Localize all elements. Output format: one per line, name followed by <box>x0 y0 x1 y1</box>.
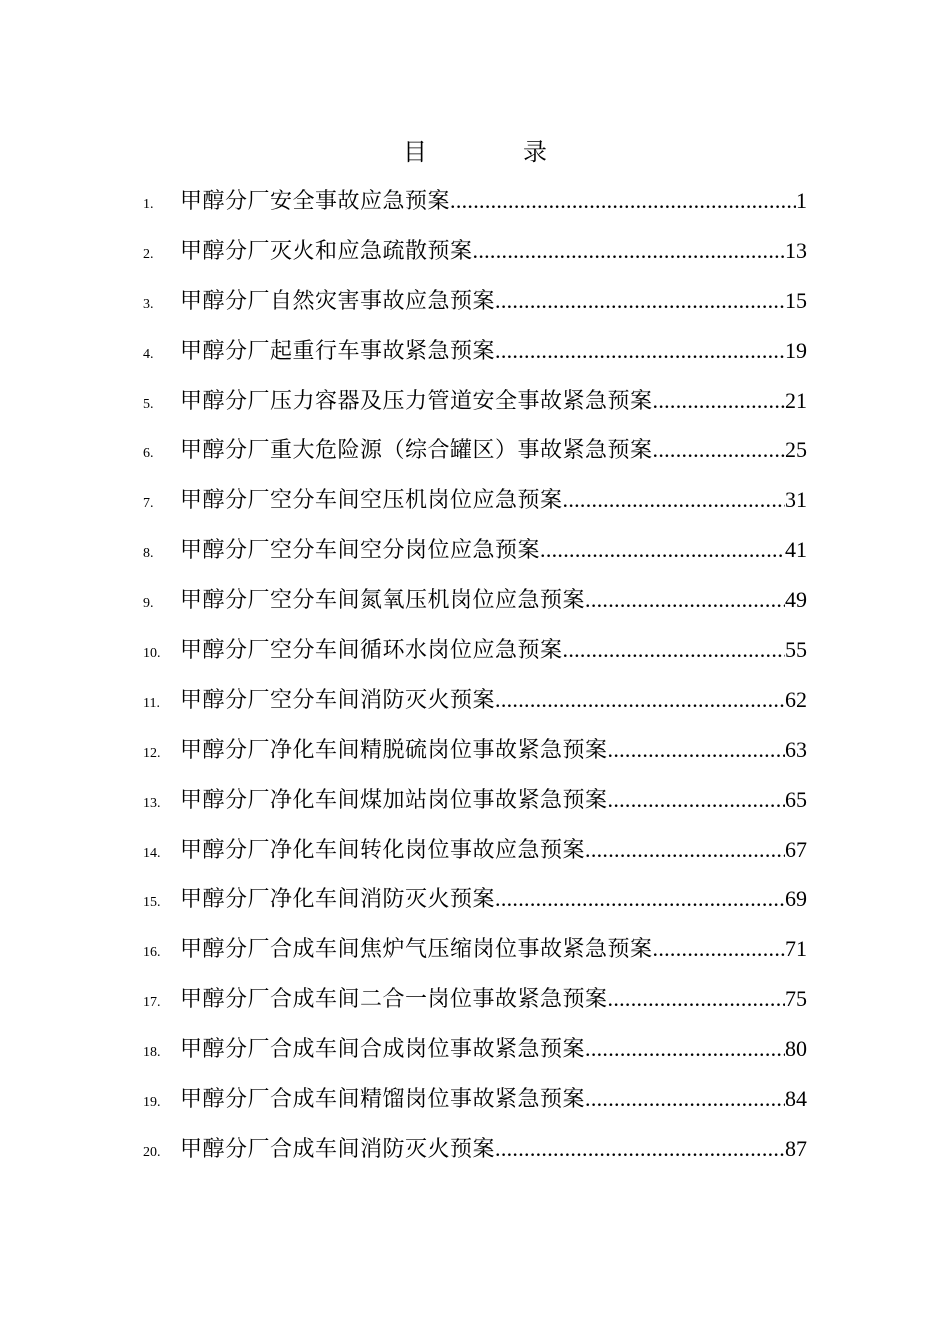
toc-entry[interactable] <box>143 326 807 376</box>
toc-dot-leader <box>540 525 785 575</box>
toc-entry-label: 甲醇分厂空分车间空压机岗位应急预案 <box>180 488 563 514</box>
toc-entry-label: 甲醇分厂净化车间消防灭火预案 <box>180 887 496 913</box>
toc-entry-number: 12. <box>143 745 161 761</box>
toc-dot-leader <box>585 825 785 875</box>
toc-dot-leader <box>653 376 785 426</box>
toc-entry[interactable] <box>143 226 807 276</box>
toc-entry-number: 2. <box>143 246 154 262</box>
toc-entry-page-number: 75 <box>785 986 807 1012</box>
toc-entry[interactable] <box>143 525 807 575</box>
toc-entry-page-number: 62 <box>785 686 807 712</box>
toc-dot-leader <box>495 276 785 326</box>
toc-dot-leader <box>473 226 785 276</box>
toc-entry-number: 14. <box>143 845 161 861</box>
toc-entry-label: 甲醇分厂合成车间合成岗位事故紧急预案 <box>180 1037 586 1063</box>
toc-entry[interactable] <box>143 176 807 226</box>
toc-entry[interactable] <box>143 1074 807 1124</box>
toc-dot-leader <box>608 775 785 825</box>
toc-entry-label: 甲醇分厂净化车间煤加站岗位事故紧急预案 <box>180 787 608 813</box>
toc-entry[interactable] <box>143 1024 807 1074</box>
toc-dot-leader <box>608 725 785 775</box>
toc-entry-page-number: 25 <box>785 437 807 463</box>
toc-dot-leader <box>585 575 785 625</box>
toc-entry-page-number: 21 <box>785 387 807 413</box>
toc-entry-number: 16. <box>143 945 161 961</box>
toc-entry-number: 7. <box>143 496 154 512</box>
toc-entry[interactable] <box>143 825 807 875</box>
toc-entry-label: 甲醇分厂空分车间空分岗位应急预案 <box>180 538 541 564</box>
toc-entry-number: 4. <box>143 346 154 362</box>
toc-entry[interactable] <box>143 475 807 525</box>
toc-entry-page-number: 65 <box>785 786 807 812</box>
toc-entry-page-number: 80 <box>785 1036 807 1062</box>
toc-entry-page-number: 1 <box>796 188 807 213</box>
toc-list <box>143 176 807 1174</box>
toc-entry[interactable] <box>143 625 807 675</box>
toc-entry[interactable] <box>143 425 807 475</box>
toc-entry[interactable] <box>143 376 807 426</box>
toc-entry-page-number: 13 <box>785 237 807 263</box>
toc-dot-leader <box>495 874 785 924</box>
toc-dot-leader <box>608 974 785 1024</box>
toc-dot-leader <box>495 326 785 376</box>
toc-entry-page-number: 15 <box>785 287 807 313</box>
toc-entry-label: 甲醇分厂重大危险源（综合罐区）事故紧急预案 <box>180 438 653 464</box>
toc-dot-leader <box>450 176 796 226</box>
toc-entry-number: 19. <box>143 1095 161 1111</box>
toc-entry-label: 甲醇分厂灭火和应急疏散预案 <box>180 238 473 264</box>
toc-entry[interactable] <box>143 924 807 974</box>
toc-dot-leader <box>653 924 785 974</box>
toc-entry[interactable] <box>143 725 807 775</box>
toc-entry-label: 甲醇分厂合成车间焦炉气压缩岗位事故紧急预案 <box>180 937 653 963</box>
toc-entry-number: 11. <box>143 695 160 711</box>
toc-entry-page-number: 55 <box>785 637 807 663</box>
toc-dot-leader <box>585 1074 785 1124</box>
toc-entry-page-number: 71 <box>785 936 807 962</box>
toc-entry-label: 甲醇分厂空分车间氮氧压机岗位应急预案 <box>180 588 586 614</box>
toc-entry-label: 甲醇分厂安全事故应急预案 <box>180 189 451 214</box>
toc-title: 目 录 <box>403 138 583 166</box>
toc-dot-leader <box>495 1124 785 1174</box>
toc-entry-label: 甲醇分厂自然灾害事故应急预案 <box>180 288 496 314</box>
toc-entry-number: 17. <box>143 995 161 1011</box>
toc-entry-page-number: 84 <box>785 1086 807 1112</box>
toc-entry-number: 1. <box>143 197 154 212</box>
toc-entry-label: 甲醇分厂合成车间二合一岗位事故紧急预案 <box>180 987 608 1013</box>
toc-entry-label: 甲醇分厂空分车间循环水岗位应急预案 <box>180 638 563 664</box>
toc-dot-leader <box>585 1024 785 1074</box>
toc-entry-number: 5. <box>143 396 154 412</box>
toc-entry[interactable] <box>143 1124 807 1174</box>
toc-entry-number: 15. <box>143 895 161 911</box>
toc-entry-label: 甲醇分厂合成车间消防灭火预案 <box>180 1136 496 1162</box>
toc-entry[interactable] <box>143 276 807 326</box>
toc-entry-page-number: 49 <box>785 587 807 613</box>
toc-entry[interactable] <box>143 775 807 825</box>
toc-entry-page-number: 69 <box>785 886 807 912</box>
toc-entry-label: 甲醇分厂起重行车事故紧急预案 <box>180 338 496 364</box>
toc-entry-page-number: 31 <box>785 487 807 513</box>
toc-entry-page-number: 19 <box>785 337 807 363</box>
toc-entry[interactable] <box>143 874 807 924</box>
toc-entry[interactable] <box>143 974 807 1024</box>
toc-entry-page-number: 87 <box>785 1135 807 1161</box>
toc-entry[interactable] <box>143 575 807 625</box>
toc-entry-number: 8. <box>143 546 154 562</box>
toc-entry-label: 甲醇分厂空分车间消防灭火预案 <box>180 687 496 713</box>
toc-entry[interactable] <box>143 675 807 725</box>
toc-entry-label: 甲醇分厂净化车间转化岗位事故应急预案 <box>180 837 586 863</box>
toc-entry-number: 9. <box>143 596 154 612</box>
toc-entry-page-number: 63 <box>785 736 807 762</box>
toc-entry-number: 20. <box>143 1144 161 1160</box>
toc-dot-leader <box>653 425 785 475</box>
toc-entry-page-number: 67 <box>785 836 807 862</box>
toc-entry-number: 3. <box>143 296 154 312</box>
toc-entry-label: 甲醇分厂合成车间精馏岗位事故紧急预案 <box>180 1087 586 1113</box>
toc-entry-number: 6. <box>143 446 154 462</box>
toc-entry-number: 18. <box>143 1045 161 1061</box>
toc-entry-number: 10. <box>143 646 161 662</box>
toc-entry-label: 甲醇分厂压力容器及压力管道安全事故紧急预案 <box>180 388 653 414</box>
toc-entry-page-number: 41 <box>785 537 807 563</box>
toc-dot-leader <box>563 625 785 675</box>
toc-entry-label: 甲醇分厂净化车间精脱硫岗位事故紧急预案 <box>180 737 608 763</box>
toc-entry-number: 13. <box>143 795 161 811</box>
toc-dot-leader <box>495 675 785 725</box>
toc-dot-leader <box>563 475 785 525</box>
